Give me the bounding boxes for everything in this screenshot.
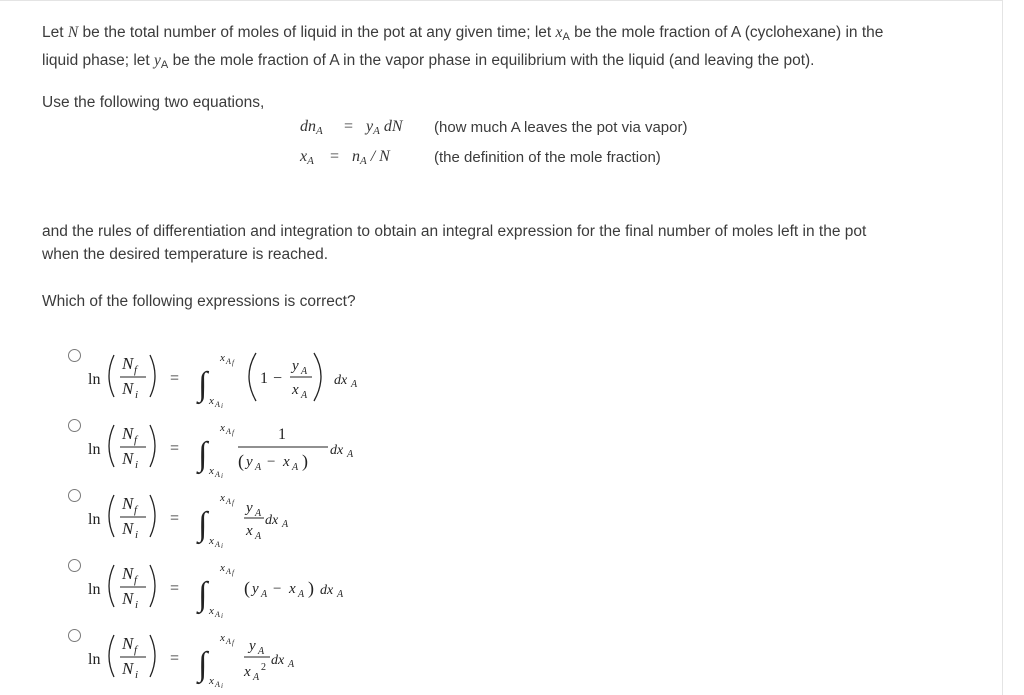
- svg-text:y: y: [246, 454, 253, 470]
- option-b[interactable]: [66, 417, 386, 483]
- svg-text:i: i: [221, 682, 223, 690]
- ln-label: ln: [88, 581, 101, 598]
- rules-paragraph: and the rules of differentiation and integration to obtain an integral expression for the final number of moles left in the pot when the desired temperature is reached.: [42, 223, 867, 263]
- svg-text:A: A: [226, 497, 231, 506]
- svg-text:x: x: [220, 562, 225, 574]
- svg-text:A: A: [226, 357, 231, 366]
- svg-text:A: A: [301, 366, 308, 377]
- svg-text:N: N: [122, 379, 134, 398]
- question-text: Which of the following expressions is correct?: [42, 293, 356, 310]
- svg-text:2: 2: [261, 662, 266, 673]
- svg-text:=: =: [170, 580, 180, 597]
- svg-text:i: i: [135, 459, 139, 471]
- svg-text:A: A: [226, 427, 231, 436]
- svg-text:A: A: [258, 646, 265, 657]
- question-card: Let N be the total number of moles of liquid in the pot at any given time; let $x_A$ be the mole fraction of A (cyclohexane) in the liquid phase; let $y_A$ be the mole fraction of A in the vapor phase in equilibrium with the liquid (and leaving the pot). Use the following two equations, $dn_A$ = $y_A$ dN (how much A leaves the pot via vapor) $x_A$ = $n_A$ / N (the definition of the mole fraction) and the rules of differentiation and integration to obtain an integral expression for the final number of moles left in the pot when the desired temperature is reached. Which of the following expressions is correct? ln N f N i = ∫ x A f x A i 1 − y A x A dx A ln N f N i = ∫ x A f x A i 1 ( y A − x A ) dx A ln N f N i = ∫ x A f x A i y A x A dx A ln N f N i = ∫ x A f x A i ( y A − x A ) dx A ln N f N i = ∫ x A f x A i y A x A 2 dx A: [0, 0, 1003, 695]
- svg-text:i: i: [221, 472, 223, 480]
- svg-text:i: i: [221, 542, 223, 550]
- svg-text:f: f: [134, 434, 138, 446]
- svg-text:A: A: [215, 680, 220, 689]
- svg-text:N: N: [122, 494, 134, 513]
- svg-text:x: x: [209, 605, 214, 617]
- svg-text:i: i: [221, 612, 223, 620]
- svg-text:A: A: [301, 390, 308, 401]
- svg-text:A: A: [261, 589, 268, 600]
- svg-text:1: 1: [260, 370, 268, 387]
- svg-text:=: =: [170, 440, 180, 457]
- svg-text:x: x: [220, 422, 225, 434]
- svg-text:=: =: [170, 650, 180, 667]
- option-c[interactable]: [66, 487, 386, 553]
- svg-text:i: i: [135, 599, 139, 611]
- svg-text:f: f: [134, 504, 138, 516]
- svg-text:dx: dx: [330, 443, 344, 458]
- svg-text:x: x: [209, 395, 214, 407]
- option-d[interactable]: [66, 557, 386, 623]
- svg-text:x: x: [209, 675, 214, 687]
- integral-sign: ∫: [198, 366, 208, 403]
- svg-text:A: A: [337, 589, 344, 600]
- option-d-formula: [66, 557, 386, 623]
- option-e-formula: [66, 627, 386, 693]
- svg-text:f: f: [232, 639, 234, 647]
- svg-text:x: x: [283, 454, 290, 470]
- ln-label: ln: [88, 371, 101, 388]
- intro-paragraph: [42, 21, 942, 77]
- ln-label: ln: [88, 441, 101, 458]
- ln-label: ln: [88, 651, 101, 668]
- svg-text:A: A: [226, 567, 231, 576]
- svg-text:y: y: [249, 638, 256, 654]
- svg-text:i: i: [135, 529, 139, 541]
- option-a-formula: [66, 347, 386, 413]
- integral-sign: ∫: [198, 506, 208, 543]
- svg-text:A: A: [255, 462, 262, 473]
- svg-text:N: N: [122, 449, 134, 468]
- svg-text:x: x: [220, 492, 225, 504]
- option-e[interactable]: [66, 627, 386, 693]
- svg-text:A: A: [226, 637, 231, 646]
- svg-text:A: A: [215, 610, 220, 619]
- svg-text:y: y: [292, 358, 299, 374]
- svg-text:x: x: [220, 352, 225, 364]
- integral-sign: ∫: [198, 436, 208, 473]
- svg-text:f: f: [134, 574, 138, 586]
- svg-text:f: f: [232, 569, 234, 577]
- svg-text:−: −: [267, 454, 276, 470]
- svg-text:=: =: [170, 510, 180, 527]
- svg-text:A: A: [255, 531, 262, 542]
- svg-text:N: N: [122, 634, 134, 653]
- svg-text:f: f: [134, 364, 138, 376]
- svg-text:y: y: [252, 581, 259, 597]
- svg-text:x: x: [209, 535, 214, 547]
- svg-text:f: f: [232, 359, 234, 367]
- svg-text:A: A: [298, 589, 305, 600]
- option-c-formula: [66, 487, 386, 553]
- integral-sign: ∫: [198, 576, 208, 613]
- svg-text:i: i: [135, 669, 139, 681]
- svg-text:−: −: [273, 581, 282, 597]
- svg-text:(: (: [238, 451, 244, 471]
- svg-text:=: =: [170, 370, 180, 387]
- equation-1-note: (how much A leaves the pot via vapor): [434, 119, 688, 136]
- svg-text:(: (: [244, 578, 250, 598]
- option-b-formula: [66, 417, 386, 483]
- svg-text:−: −: [273, 370, 283, 387]
- equation-2-note: (the definition of the mole fraction): [434, 149, 661, 166]
- svg-text:x: x: [209, 465, 214, 477]
- svg-text:x: x: [220, 632, 225, 644]
- svg-text:dx: dx: [334, 373, 348, 388]
- svg-text:A: A: [347, 449, 354, 460]
- integral-sign: ∫: [198, 646, 208, 683]
- svg-text:f: f: [232, 499, 234, 507]
- svg-text:A: A: [215, 540, 220, 549]
- option-a[interactable]: [66, 347, 386, 413]
- svg-text:i: i: [135, 389, 139, 401]
- svg-text:y: y: [246, 500, 253, 516]
- svg-text:x: x: [244, 664, 251, 680]
- svg-text:A: A: [282, 519, 289, 530]
- svg-text:dx: dx: [271, 653, 285, 668]
- svg-text:N: N: [122, 354, 134, 373]
- svg-text:A: A: [253, 672, 260, 683]
- svg-text:1: 1: [278, 426, 286, 443]
- svg-text:x: x: [289, 581, 296, 597]
- svg-text:N: N: [122, 659, 134, 678]
- svg-text:A: A: [351, 379, 358, 390]
- svg-text:dx: dx: [265, 513, 279, 528]
- svg-text:f: f: [232, 429, 234, 437]
- use-text: Use the following two equations,: [42, 94, 265, 111]
- svg-text:i: i: [221, 402, 223, 410]
- svg-text:): ): [302, 451, 308, 471]
- svg-text:f: f: [134, 644, 138, 656]
- svg-text:x: x: [292, 382, 299, 398]
- intro-line-1: Let N be the total number of moles of liquid in the pot at any given time; let $x_A$ be the mole fraction of A (cyclohexane) in the: [42, 24, 884, 43]
- ln-label: ln: [88, 511, 101, 528]
- svg-text:A: A: [288, 659, 295, 670]
- svg-text:N: N: [122, 564, 134, 583]
- svg-text:A: A: [215, 400, 220, 409]
- intro-line-2: liquid phase; let $y_A$ be the mole fraction of A in the vapor phase in equilibrium with the liquid (and leaving the pot).: [42, 52, 815, 71]
- svg-text:N: N: [122, 589, 134, 608]
- svg-text:N: N: [122, 424, 134, 443]
- svg-text:x: x: [246, 523, 253, 539]
- svg-text:): ): [308, 578, 314, 598]
- svg-text:A: A: [255, 508, 262, 519]
- svg-text:A: A: [292, 462, 299, 473]
- svg-text:N: N: [122, 519, 134, 538]
- svg-text:dx: dx: [320, 583, 334, 598]
- svg-text:A: A: [215, 470, 220, 479]
